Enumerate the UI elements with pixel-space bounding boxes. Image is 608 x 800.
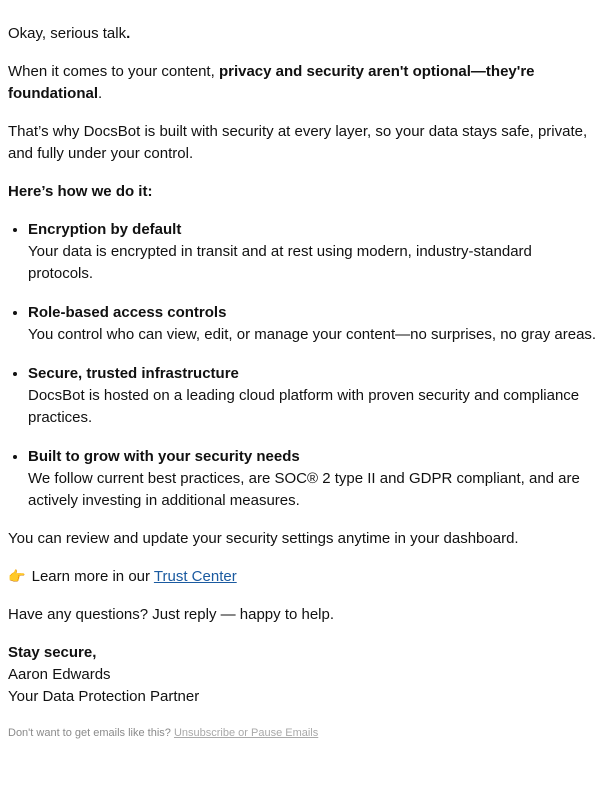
intro-paragraph bbox=[8, 61, 600, 105]
pointing-hand-icon: 👉 bbox=[8, 569, 26, 585]
why-paragraph: That’s why DocsBot is built with security at every layer, so your data stays safe, private, and fully under your control. bbox=[8, 123, 588, 162]
how-heading: Here’s how we do it: bbox=[8, 183, 153, 200]
feature-item-encryption bbox=[28, 219, 600, 285]
signoff-name: Aaron Edwards bbox=[8, 666, 111, 683]
feature-description: You control who can view, edit, or manage your content—no surprises, no gray areas. bbox=[28, 326, 597, 343]
intro-end: . bbox=[98, 85, 103, 102]
feature-title: • Encryption by default bbox=[28, 221, 182, 238]
learn-more-text: Learn more in our bbox=[27, 568, 154, 585]
greeting-period: . bbox=[126, 25, 131, 42]
questions-paragraph: Have any questions? Just reply — happy to help. bbox=[8, 606, 335, 623]
signoff-role: Your Data Protection Partner bbox=[8, 688, 200, 705]
email-footer bbox=[8, 726, 600, 740]
feature-item-growth bbox=[28, 446, 600, 512]
learn-more-line bbox=[8, 566, 600, 588]
footer-text: Don't want to get emails like this? bbox=[8, 727, 174, 739]
feature-title: • Role-based access controls bbox=[28, 304, 227, 321]
review-paragraph: You can review and update your security settings anytime in your dashboard. bbox=[8, 530, 519, 547]
feature-item-infrastructure bbox=[28, 363, 600, 429]
feature-list bbox=[8, 219, 600, 512]
feature-title: • Secure, trusted infrastructure bbox=[28, 365, 239, 382]
intro-emphasis: privacy and security aren't optional—they're foundational bbox=[8, 63, 535, 102]
feature-title: • Built to grow with your security needs bbox=[28, 448, 300, 465]
greeting bbox=[8, 23, 600, 45]
feature-description: We follow current best practices, are SOC® 2 type II and GDPR compliant, and are actively investing in additional measures. bbox=[28, 470, 580, 509]
signoff-closing: Stay secure, bbox=[8, 644, 97, 661]
unsubscribe-link[interactable]: Unsubscribe or Pause Emails bbox=[173, 727, 319, 739]
trust-center-link[interactable]: Trust Center bbox=[153, 568, 237, 585]
intro-lead: When it comes to your content, bbox=[8, 63, 219, 80]
feature-description: Your data is encrypted in transit and at rest using modern, industry-standard protocols. bbox=[28, 243, 532, 282]
greeting-text: Okay, serious talk bbox=[8, 25, 127, 42]
feature-description: DocsBot is hosted on a leading cloud platform with proven security and compliance practices. bbox=[28, 387, 580, 426]
feature-item-access-controls bbox=[28, 302, 600, 346]
signoff bbox=[8, 642, 600, 708]
